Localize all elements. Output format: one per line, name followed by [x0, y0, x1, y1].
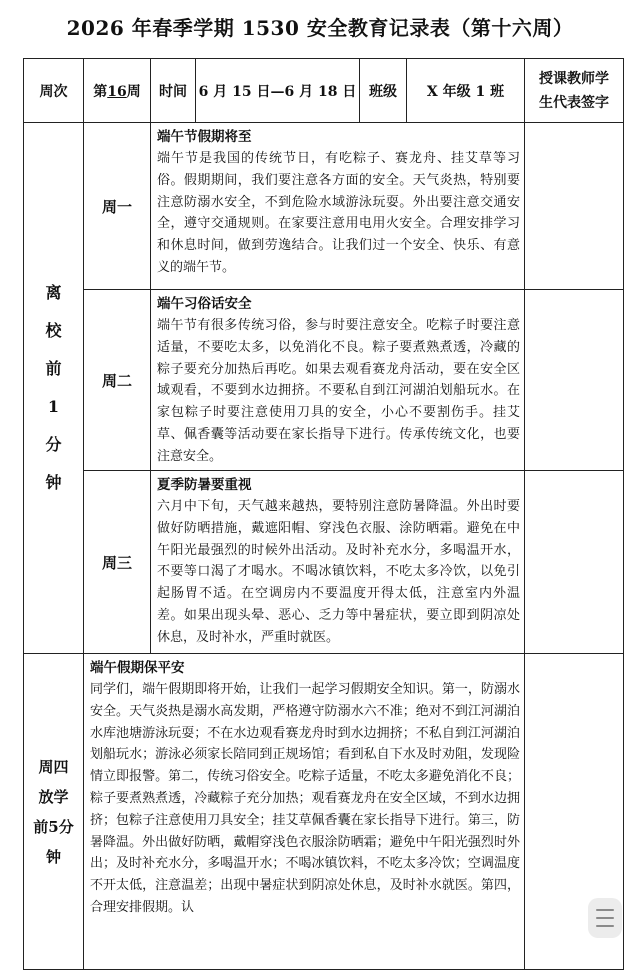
- signature-cell: [525, 290, 624, 471]
- signature-header: [525, 59, 624, 123]
- monday-row: [24, 123, 624, 290]
- lesson-content: [151, 471, 525, 654]
- week-number-cell: [84, 59, 151, 123]
- time-value: 6 月 15 日—6 月 18 日: [196, 59, 360, 123]
- section-line: 钟: [45, 847, 61, 866]
- class-label: 班级: [360, 59, 407, 123]
- lesson-title: 端午假期保平安: [90, 660, 185, 676]
- week-prefix: 第: [93, 83, 108, 100]
- time-label: 时间: [151, 59, 196, 123]
- lesson-title: 端午习俗话安全: [157, 296, 252, 312]
- day-label: 周二: [84, 290, 151, 471]
- lesson-content: [151, 290, 525, 471]
- section-line: 前5分: [33, 817, 74, 836]
- lesson-body: 端午节是我国的传统节日，有吃粽子、赛龙舟、挂艾草等习俗。假期期间，我们要注意各方面的安全。天气炎热，特别要注意防溺水安全，不到危险水域游泳玩耍。外出要注意交通安全，遵守交通规则。在家要注意用电用火安全。合理安排学习和休息时间，做到劳逸结合。让我们过一个安全、快乐、有意义的端午节。: [157, 151, 520, 275]
- thursday-row: [24, 654, 624, 970]
- signature-header-line1: 授课教师学: [539, 70, 609, 87]
- page-title: 2026 年春季学期 1530 安全教育记录表（第十六周）: [66, 16, 574, 40]
- day-label: 周一: [84, 123, 151, 290]
- week-label: 周次: [24, 59, 84, 123]
- week-suffix: 周: [126, 83, 141, 100]
- document-lines-icon[interactable]: [588, 898, 622, 938]
- section-line: 周四: [38, 757, 69, 776]
- section-char: 校: [45, 321, 62, 340]
- section-label-after-school: [24, 654, 84, 970]
- lesson-body: 端午节有很多传统习俗，参与时要注意安全。吃粽子时要注意适量，不要吃太多，以免消化不良。粽子要煮熟煮透，冷藏的粽子要充分加热后再吃。如果去观看赛龙舟活动，要在安全区域观看，不要到水边拥挤。不要私自到江河湖泊划船玩水。在家包粽子时要注意使用刀具的安全，小心不要割伤手。挂艾草、佩香囊等活动要在家长指导下进行。传承传统文化，也要注意安全。: [157, 318, 520, 464]
- section-char: 1: [47, 397, 60, 416]
- class-value: X 年级 1 班: [407, 59, 525, 123]
- lesson-body: 同学们，端午假期即将开始，让我们一起学习假期安全知识。第一，防溺水安全。天气炎热是溺水高发期，严格遵守防溺水六不准；绝对不到江河湖泊水库池塘游泳玩耍；不在水边观看赛龙舟时到水边拥挤；不私自到江河湖泊划船玩水；游泳必须家长陪同到正规场馆；看到私自下水及时劝阻，发现险情立即报警。第二，传统习俗安全。吃粽子适量，不吃太多避免消化不良；粽子要煮熟煮透，冷藏粽子充分加热；观看赛龙舟在安全区域，不到水边拥挤；包粽子注意使用刀具安全；挂艾草佩香囊在家长指导下进行。第三，防暑降温。外出做好防晒，戴帽穿浅色衣服涂防晒霜；避免中午阳光强烈时外出；及时补充水分，多喝温开水；不喝冰镇饮料，不吃太多冷饮；空调温度不开太低，注意温差；出现中暑症状到阴凉处休息，及时补水就医。第四，合理安排假期。认: [90, 682, 520, 915]
- wednesday-row: [24, 471, 624, 654]
- section-char: 钟: [45, 473, 62, 492]
- signature-header-line2: 生代表签字: [539, 94, 609, 111]
- lesson-content: [84, 654, 525, 970]
- record-table: [23, 58, 624, 970]
- signature-cell: [525, 471, 624, 654]
- day-label: 周三: [84, 471, 151, 654]
- section-char: 分: [45, 435, 62, 454]
- section-line: 放学: [38, 787, 69, 806]
- header-row: [24, 59, 624, 123]
- lesson-title: 端午节假期将至: [157, 129, 252, 145]
- section-label-before-leaving: [24, 123, 84, 654]
- week-number: 16: [107, 83, 127, 100]
- tuesday-row: [24, 290, 624, 471]
- lesson-body: 六月中下旬，天气越来越热，要特别注意防暑降温。外出时要做好防晒措施，戴遮阳帽、穿浅色衣服、涂防晒霜。避免在中午阳光最强烈的时候外出活动。及时补充水分，多喝温开水，不要等口渴了才喝水。不喝冰镇饮料，不吃太多冷饮，以免引起肠胃不适。在空调房内不要温度开得太低，注意室内外温差。如果出现头晕、恶心、乏力等中暑症状，要立即到阴凉处休息，及时补水，严重时就医。: [157, 499, 520, 645]
- section-char: 前: [45, 359, 62, 378]
- signature-cell: [525, 123, 624, 290]
- section-char: 离: [45, 283, 62, 302]
- lesson-title: 夏季防暑要重视: [157, 477, 252, 493]
- lesson-content: [151, 123, 525, 290]
